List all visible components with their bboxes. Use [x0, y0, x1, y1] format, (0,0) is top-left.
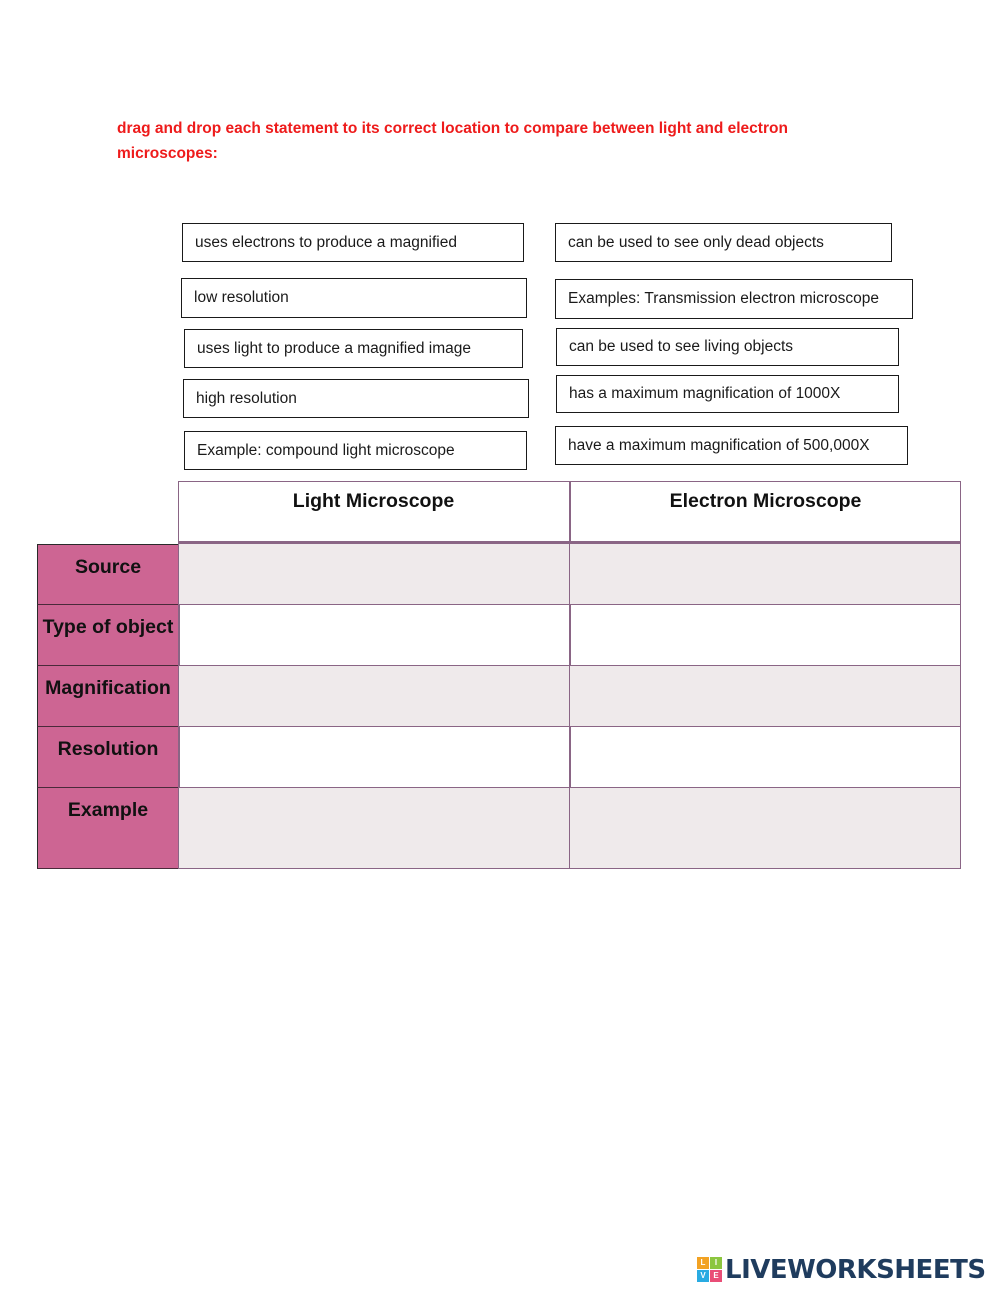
statement-card[interactable]: have a maximum magnification of 500,000X: [555, 426, 908, 465]
statement-card[interactable]: Example: compound light microscope: [184, 431, 527, 470]
statement-card[interactable]: uses electrons to produce a magnified: [182, 223, 524, 262]
statement-card[interactable]: can be used to see living objects: [556, 328, 899, 366]
column-header-electron: Electron Microscope: [669, 490, 862, 512]
logo-mark-letter: V: [697, 1270, 709, 1282]
instruction-text: [117, 116, 837, 166]
drop-zone-magnification-electron[interactable]: [570, 666, 961, 727]
column-header-light: Light Microscope: [292, 490, 455, 512]
drop-zone-resolution-light[interactable]: [179, 727, 570, 788]
drop-zone-example-light[interactable]: [179, 788, 570, 869]
instruction-line-2: microscopes:: [117, 145, 218, 162]
row-label-example: Example: [37, 788, 178, 869]
drop-zone-source-light[interactable]: [179, 544, 570, 605]
row-label-resolution: Resolution: [37, 727, 178, 788]
logo-mark-letter: L: [697, 1257, 709, 1269]
brand-name: LIVEWORKSHEETS: [725, 1255, 986, 1285]
liveworksheets-mark-icon: [697, 1257, 723, 1283]
statement-card[interactable]: low resolution: [181, 278, 527, 318]
row-label-type-of-object: Type of object: [37, 605, 178, 666]
drop-zone-type-electron[interactable]: [570, 605, 961, 666]
statement-card[interactable]: Examples: Transmission electron microscope: [555, 279, 913, 319]
drop-zone-type-light[interactable]: [179, 605, 570, 666]
row-label-magnification: Magnification: [37, 666, 178, 727]
logo-mark-letter: I: [710, 1257, 722, 1269]
statement-card[interactable]: can be used to see only dead objects: [555, 223, 892, 262]
row-label-source: Source: [37, 544, 178, 605]
statement-card[interactable]: has a maximum magnification of 1000X: [556, 375, 899, 413]
liveworksheets-logo: [697, 1253, 986, 1287]
drop-zone-magnification-light[interactable]: [179, 666, 570, 727]
statement-card[interactable]: high resolution: [183, 379, 529, 418]
drop-zone-example-electron[interactable]: [570, 788, 961, 869]
logo-mark-letter: E: [710, 1270, 722, 1282]
instruction-line-1: drag and drop each statement to its correct location to compare between light and electron: [117, 120, 788, 137]
statement-card[interactable]: uses light to produce a magnified image: [184, 329, 523, 368]
drop-zone-source-electron[interactable]: [570, 544, 961, 605]
drop-zone-resolution-electron[interactable]: [570, 727, 961, 788]
